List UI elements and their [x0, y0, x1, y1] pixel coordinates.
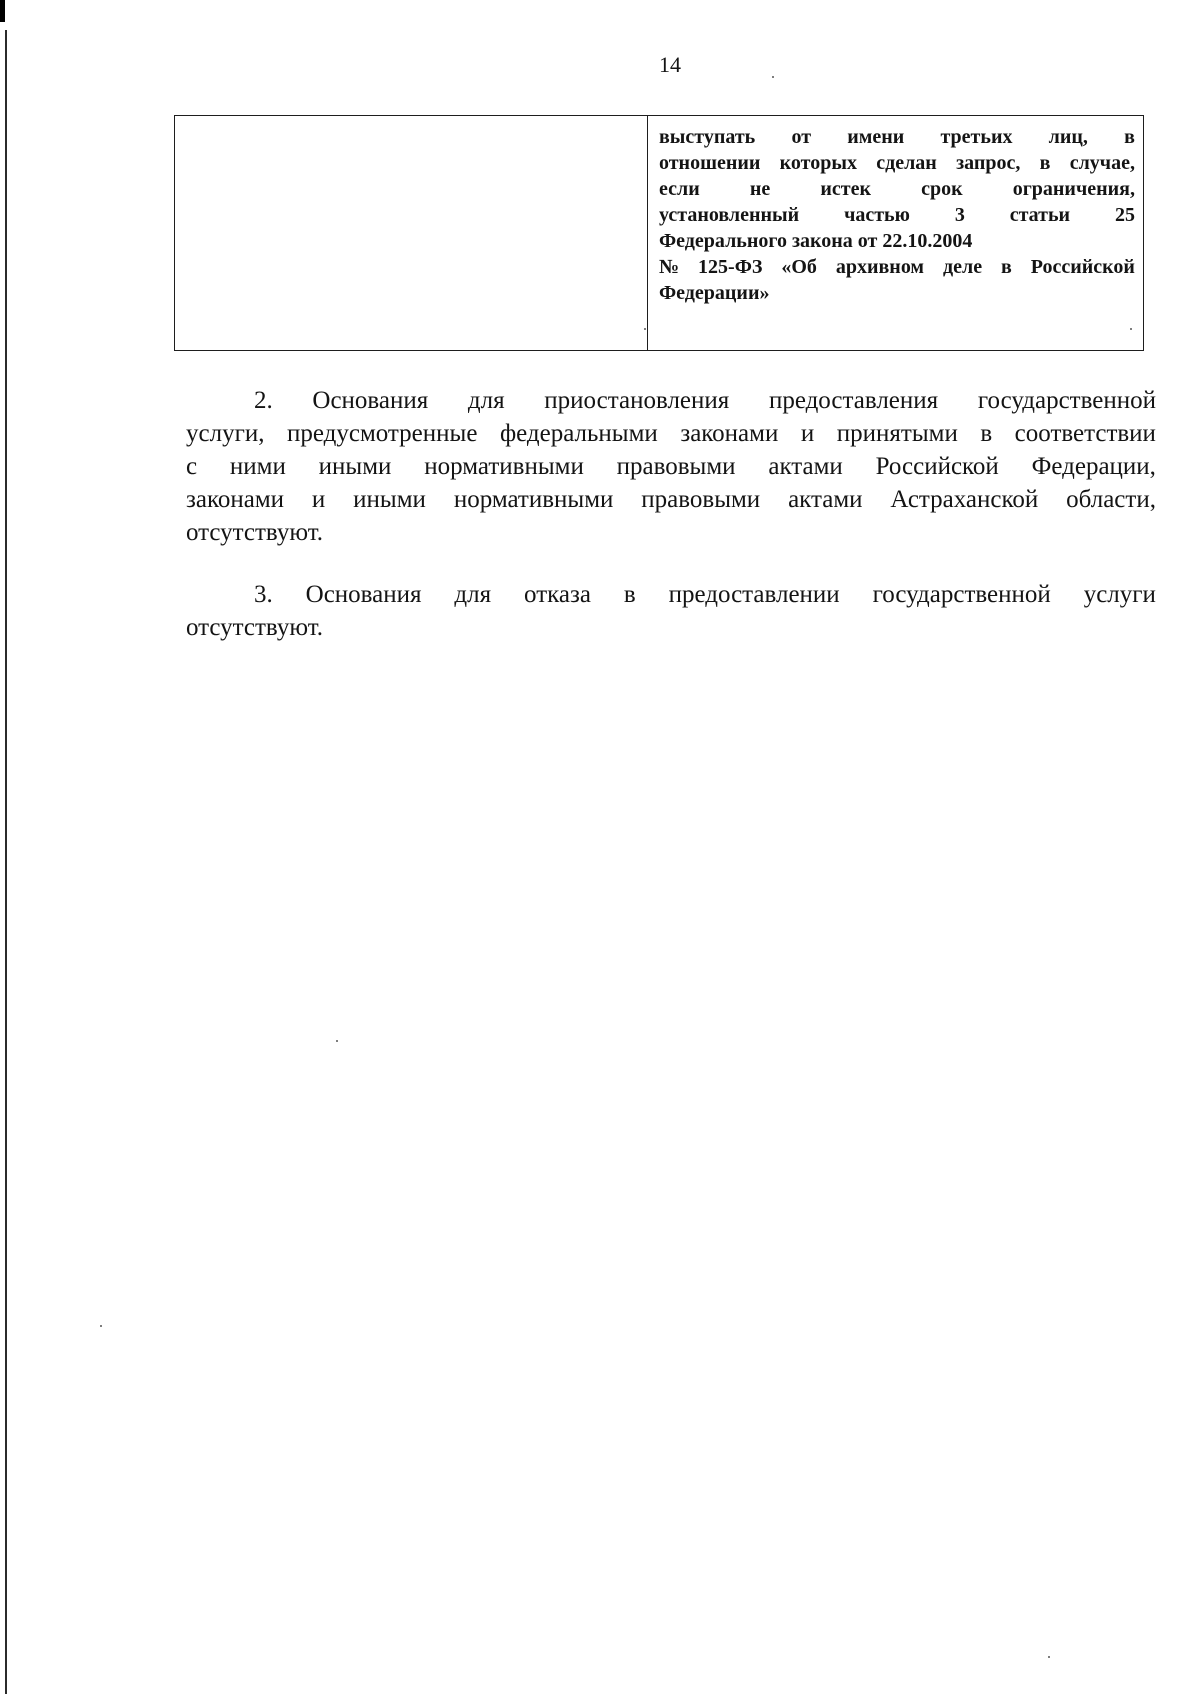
- word: которых: [779, 152, 857, 174]
- table-cell-right: [648, 116, 1144, 351]
- text-line: [186, 384, 1156, 417]
- word: с: [186, 453, 198, 480]
- word: ограничения,: [1012, 178, 1135, 200]
- table-cell-left-text: [175, 116, 647, 124]
- word: иными: [353, 486, 426, 513]
- text-line: [659, 124, 1135, 150]
- text-line: [186, 516, 1156, 549]
- word: государственной: [872, 581, 1051, 608]
- word: случае,: [1069, 152, 1135, 174]
- word: государственной: [977, 387, 1156, 414]
- paragraph-refusal-grounds: [186, 578, 1156, 644]
- word: услуги,: [186, 420, 265, 447]
- word: нормативными: [424, 453, 584, 480]
- word: статьи: [1009, 204, 1071, 226]
- word: и: [311, 486, 326, 513]
- word: предоставлении: [668, 581, 840, 608]
- word: истек: [820, 178, 871, 200]
- word: Российской: [1030, 256, 1135, 278]
- text-line: [659, 254, 1135, 280]
- word: если: [659, 178, 700, 200]
- word: предусмотренные: [286, 420, 478, 447]
- word: отсутствуют.: [186, 519, 324, 546]
- word: сделан: [876, 152, 937, 174]
- page-number: 14: [659, 52, 681, 77]
- word: Основания: [312, 387, 429, 414]
- word: иными: [318, 453, 392, 480]
- word: 3: [954, 204, 965, 226]
- word: и: [800, 420, 815, 447]
- word: отсутствуют.: [186, 614, 324, 641]
- word: выступать: [659, 126, 756, 148]
- word: правовыми: [616, 453, 736, 480]
- text-line: [186, 611, 1156, 644]
- word: третьих: [940, 126, 1013, 148]
- scan-speck: [772, 76, 774, 78]
- word: для: [454, 581, 492, 608]
- word: №: [659, 256, 680, 278]
- word: не: [749, 178, 771, 200]
- scan-speck: [1048, 1656, 1050, 1658]
- word: Федерации,: [1031, 453, 1156, 480]
- word: для: [467, 387, 505, 414]
- paragraph-suspension-grounds: [186, 384, 1156, 549]
- word: нормативными: [453, 486, 614, 513]
- text-line: [186, 578, 1156, 611]
- scan-speck: [100, 1325, 102, 1327]
- text-line: [659, 228, 1135, 254]
- word: Основания: [305, 581, 422, 608]
- word: установленный: [659, 204, 800, 226]
- word: приостановления: [544, 387, 730, 414]
- word: 3.: [254, 581, 273, 608]
- word: в: [980, 420, 993, 447]
- document-table: [174, 115, 1144, 351]
- text-line: [659, 150, 1135, 176]
- word: 125-ФЗ: [698, 256, 763, 278]
- scan-edge-line: [5, 30, 7, 1694]
- word: Российской: [875, 453, 999, 480]
- word: отношении: [659, 152, 761, 174]
- word: в: [1039, 152, 1051, 174]
- word: частью: [844, 204, 910, 226]
- word: 25: [1114, 204, 1135, 226]
- word: Астраханской: [890, 486, 1039, 513]
- word: предоставления: [768, 387, 939, 414]
- scan-edge-mark: [0, 0, 5, 22]
- text-line: [659, 176, 1135, 202]
- word: Федерации»: [659, 282, 770, 304]
- word: соответствии: [1014, 420, 1156, 447]
- word: 2.: [254, 387, 273, 414]
- word: законами: [186, 486, 285, 513]
- word: от: [791, 126, 812, 148]
- scan-speck: [1130, 328, 1132, 330]
- word: в: [1124, 126, 1135, 148]
- word: федеральными: [499, 420, 658, 447]
- scan-speck: [644, 328, 646, 330]
- word: лиц,: [1048, 126, 1088, 148]
- word: деле: [942, 256, 983, 278]
- word: ними: [229, 453, 286, 480]
- table-cell-left: [175, 116, 648, 351]
- text-line: [186, 417, 1156, 450]
- word: услуги: [1083, 581, 1156, 608]
- word: Федерального закона от 22.10.2004: [659, 230, 973, 252]
- word: законами: [680, 420, 779, 447]
- word: архивном: [835, 256, 925, 278]
- text-line: [186, 450, 1156, 483]
- scan-speck: [336, 1040, 338, 1042]
- word: имени: [847, 126, 905, 148]
- word: срок: [921, 178, 963, 200]
- word: принятыми: [836, 420, 958, 447]
- word: правовыми: [641, 486, 761, 513]
- word: в: [623, 581, 636, 608]
- word: запрос,: [956, 152, 1021, 174]
- text-line: [659, 202, 1135, 228]
- text-line: [659, 280, 1135, 306]
- word: актами: [788, 486, 863, 513]
- text-line: [186, 483, 1156, 516]
- word: актами: [768, 453, 843, 480]
- word: «Об: [781, 256, 817, 278]
- word: в: [1001, 256, 1012, 278]
- word: области,: [1066, 486, 1156, 513]
- word: отказа: [524, 581, 591, 608]
- table-cell-right-text: [648, 116, 1143, 306]
- table-row: [175, 116, 1144, 351]
